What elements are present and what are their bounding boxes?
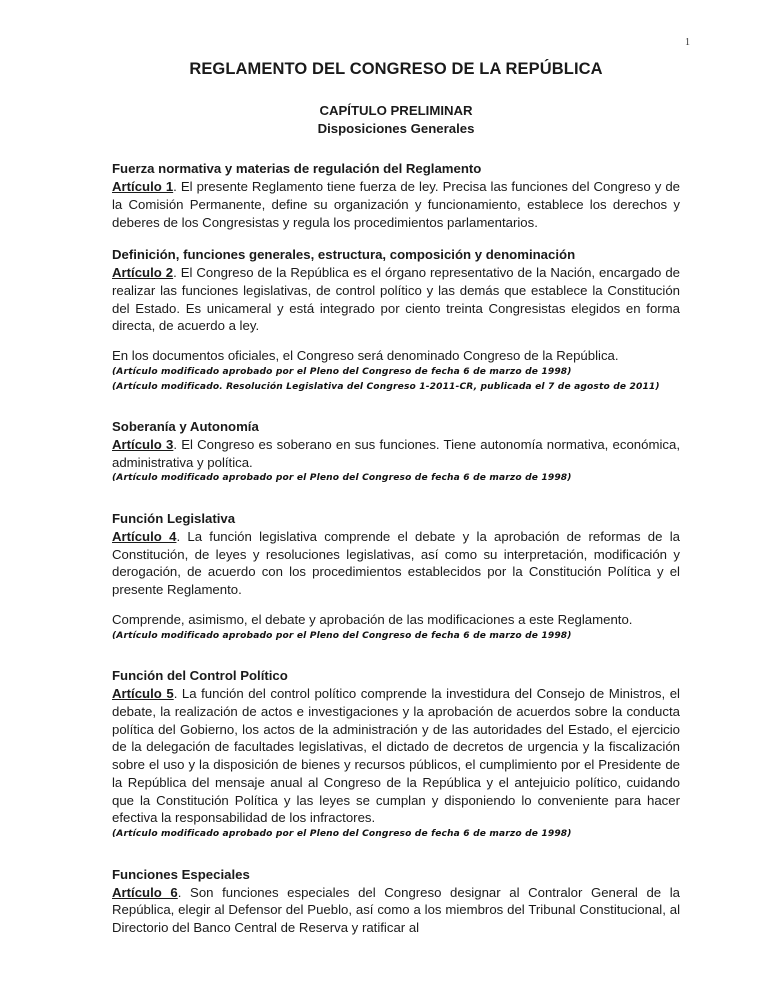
footnote-pleno-1998-art4: (Artículo modificado aprobado por el Pleno del Congreso de fecha 6 de marzo de 1998) [112,630,572,641]
article-text-5: . La función del control político comprende la investidura del Consejo de Ministros, el debate, la realización de actos e investigaciones y la aprobación de acuerdos sobre la conducta política del Gobierno, los actos de la administración y de las autoridades del Estado, el ejercicio de la delegación de facultades legislativas, el dictado de decretos de urgencia y la fiscalización sobre el uso y la disposición de bienes y recursos públicos, el cumplimiento por el Presidente de la República del mensaje anual al Congreso de la República y el antejuicio político, cuidando que la Constitución Política y las leyes se cumplan y disponiendo lo conveniente para hacer efectiva la responsabilidad de los infractores. [112,686,680,826]
article-label-1: Artículo 1 [112,179,174,195]
spacer [112,658,680,667]
article-label-5: Artículo 5 [112,686,174,702]
article-label-3: Artículo 3 [112,436,174,452]
article-text-4: . La función legislativa comprende el debate y la aprobación de reformas de la Constitución, de leyes y resoluciones legislativas, así como su interpretación, modificación y derogación, de acuerdo con los procedimientos establecidos por la Constitución Política y el presente Reglamento. [112,528,681,598]
article-text-2: . El Congreso de la República es el órgano representativo de la Nación, encargado de realizar las funciones legislativas, de control político y las demás que establece la Constitución del Estado. Es unicameral y está integrado por ciento treinta Congresistas elegidos en forma directa, de acuerdo a ley. [112,265,680,334]
article-extra-paragraph-4: Comprende, asimismo, el debate y aprobación de las modificaciones a este Reglamento. [112,611,633,627]
article-body-4 [112,528,680,599]
article-heading-2: Definición, funciones generales, estructura, composición y denominación [112,247,576,263]
footnote-resolucion-2011-art2: (Artículo modificado. Resolución Legislativa del Congreso 1-2011-CR, publicada el 7 de agosto de 2011) [112,381,660,392]
article-heading-6: Funciones Especiales [112,866,250,882]
article-section-4 [112,510,680,643]
article-body-5 [112,685,680,827]
footnote-pleno-1998-art2: (Artículo modificado aprobado por el Pleno del Congreso de fecha 6 de marzo de 1998) [112,366,572,377]
article-text-1: . El presente Reglamento tiene fuerza de ley. Precisa las funciones del Congreso y de la Comisión Permanente, define su organización y funcionamiento, establece los derechos y deberes de los Congresistas y regula los procedimientos parlamentarios. [112,179,680,230]
document-title: REGLAMENTO DEL CONGRESO DE LA REPÚBLICA [189,60,603,78]
chapter-subtitle: Disposiciones Generales [317,121,475,137]
article-section-6 [112,866,680,937]
article-extra-paragraph-2: En los documentos oficiales, el Congreso será denominado Congreso de la República. [112,348,619,364]
article-heading-1: Fuerza normativa y materias de regulación del Reglamento [112,161,482,177]
spacer [112,409,680,418]
article-section-5 [112,667,680,841]
article-label-2: Artículo 2 [112,265,174,281]
article-heading-3: Soberanía y Autonomía [112,419,259,435]
spacer [112,501,680,510]
article-text-3: . El Congreso es soberano en sus funciones. Tiene autonomía normativa, económica, administrativa y política. [112,436,680,470]
article-section-1 [112,160,680,231]
footnote-pleno-1998-art5: (Artículo modificado aprobado por el Pleno del Congreso de fecha 6 de marzo de 1998) [112,829,572,840]
article-body-3 [112,436,680,472]
article-label-6: Artículo 6 [112,884,178,900]
footnote-pleno-1998-art3: (Artículo modificado aprobado por el Pleno del Congreso de fecha 6 de marzo de 1998) [112,473,572,484]
article-heading-5: Función del Control Político [112,668,288,684]
article-text-6: . Son funciones especiales del Congreso designar al Contralor General de la República, elegir al Defensor del Pueblo, así como a los miembros del Tribunal Constitucional, al Directorio del Banco Central de Reserva y ratificar al [112,884,680,936]
article-body-2 [112,264,680,335]
document-content [112,60,680,952]
article-body-1 [112,178,680,231]
spacer [112,857,680,866]
article-label-4: Artículo 4 [112,528,177,544]
article-heading-4: Función Legislativa [112,511,236,527]
article-section-2 [112,246,680,394]
chapter-block [112,102,680,138]
article-body-6 [112,884,680,937]
page-number: 1 [685,37,690,48]
chapter-title: CAPÍTULO PRELIMINAR [319,102,473,118]
article-section-3 [112,418,680,486]
